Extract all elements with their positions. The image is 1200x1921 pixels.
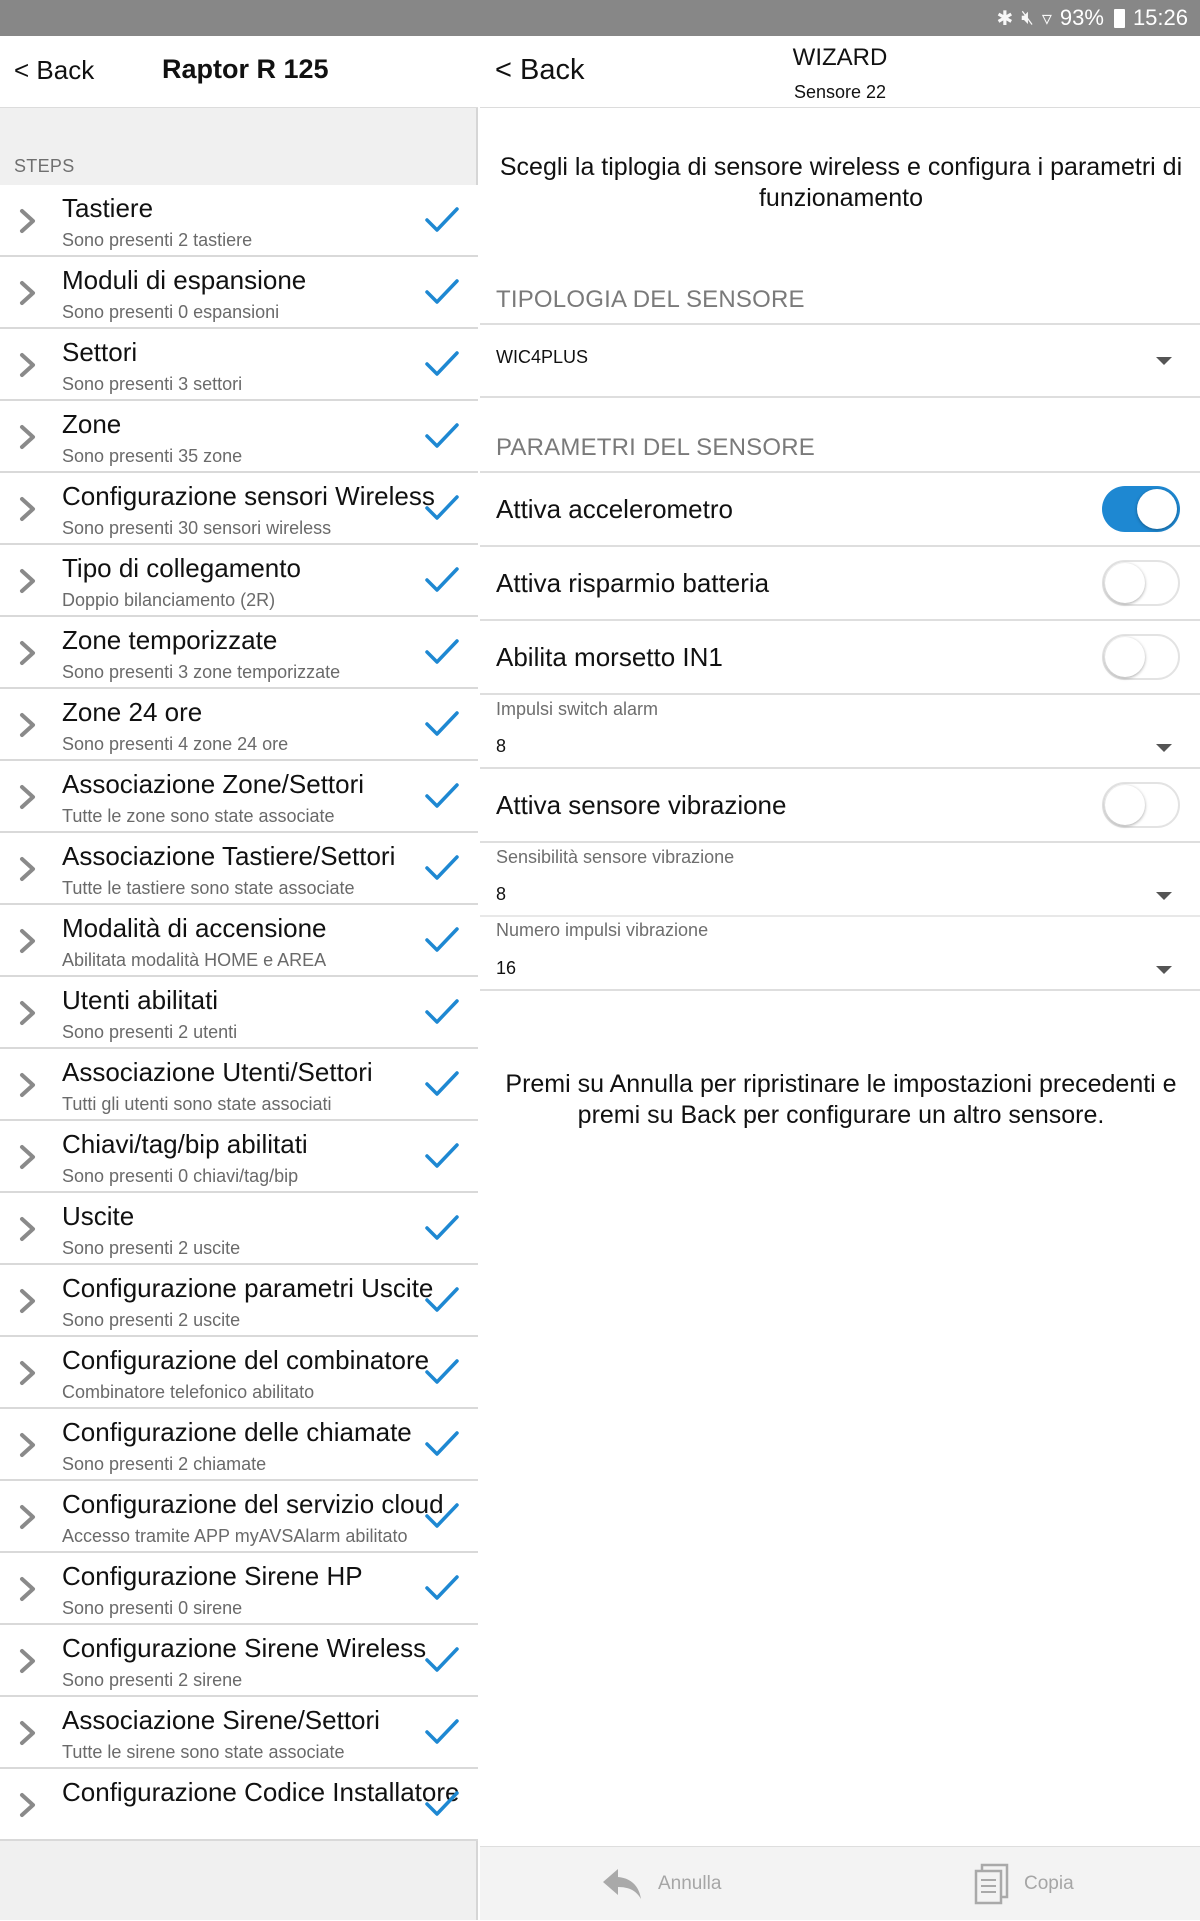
copy-label: Copia: [1024, 1873, 1074, 1894]
step-subtitle: Sono presenti 2 tastiere: [62, 230, 253, 250]
step-title: Associazione Utenti/Settori: [62, 1057, 373, 1087]
toggle-knob: [1137, 489, 1177, 529]
chevron-right-icon: [17, 1719, 39, 1747]
impulses-switch-label: Impulsi switch alarm: [496, 699, 659, 719]
copy-button[interactable]: [974, 1847, 1074, 1921]
step-title: Associazione Zone/Settori: [62, 769, 365, 799]
step-title: Associazione Tastiere/Settori: [62, 841, 396, 871]
left-back-button[interactable]: < Back: [14, 55, 95, 85]
vibration-label: Attiva sensore vibrazione: [496, 790, 787, 820]
checkmark-icon: [424, 925, 460, 955]
chevron-right-icon: [17, 495, 39, 523]
chevron-right-icon: [17, 1503, 39, 1531]
chevron-right-icon: [17, 639, 39, 667]
wizard-title: WIZARD: [792, 44, 888, 71]
chevron-right-icon: [17, 1575, 39, 1603]
vibration-row: [480, 769, 1200, 841]
chevron-right-icon: [17, 1431, 39, 1459]
step-title: Tastiere: [62, 193, 154, 223]
vibration-impulses-dropdown[interactable]: [480, 948, 1200, 988]
step-row[interactable]: [0, 1121, 478, 1193]
step-row[interactable]: [0, 1265, 478, 1337]
chevron-right-icon: [17, 1359, 39, 1387]
step-title: Modalità di accensione: [62, 913, 327, 943]
chevron-right-icon: [17, 567, 39, 595]
step-title: Tipo di collegamento: [62, 553, 301, 583]
step-title: Configurazione del servizio cloud: [62, 1489, 444, 1519]
in1-label: Abilita morsetto IN1: [496, 642, 723, 672]
step-title: Configurazione delle chiamate: [62, 1417, 412, 1447]
vibration-sensitivity-label: Sensibilità sensore vibrazione: [496, 847, 735, 867]
checkmark-icon: [424, 565, 460, 595]
checkmark-icon: [424, 1141, 460, 1171]
chevron-right-icon: [17, 1143, 39, 1171]
step-subtitle: Sono presenti 0 sirene: [62, 1598, 243, 1618]
dropdown-arrow-icon: [1156, 966, 1172, 974]
checkmark-icon: [424, 1645, 460, 1675]
battery-icon: [1114, 9, 1125, 28]
instructions-note: Premi su Annulla per ripristinare le impostazioni precedenti e premi su Back per configurare un altro sensore.: [505, 1070, 1177, 1129]
toggle-knob: [1105, 785, 1145, 825]
step-title: Configurazione sensori Wireless: [62, 481, 435, 511]
step-title: Chiavi/tag/bip abilitati: [62, 1129, 308, 1159]
step-title: Configurazione Sirene HP: [62, 1561, 363, 1591]
divider: [480, 396, 1200, 398]
step-subtitle: Sono presenti 2 chiamate: [62, 1454, 267, 1474]
impulses-switch-dropdown[interactable]: [480, 726, 1200, 766]
wifi-icon: ▿: [1041, 7, 1052, 30]
step-row[interactable]: [0, 833, 478, 905]
step-row[interactable]: [0, 1769, 478, 1841]
battery-saving-label: Attiva risparmio batteria: [496, 568, 770, 598]
checkmark-icon: [424, 1069, 460, 1099]
battery-saving-toggle[interactable]: [1102, 560, 1180, 606]
divider: [480, 693, 1200, 695]
vibration-sensitivity-dropdown[interactable]: [480, 874, 1200, 914]
step-subtitle: Sono presenti 2 sirene: [62, 1670, 243, 1690]
checkmark-icon: [424, 997, 460, 1027]
in1-row: [480, 621, 1200, 693]
right-back-button[interactable]: < Back: [495, 54, 585, 86]
step-title: Zone 24 ore: [62, 697, 203, 727]
vibration-impulses-label: Numero impulsi vibrazione: [496, 920, 709, 940]
step-subtitle: Accesso tramite APP myAVSAlarm abilitato: [62, 1526, 408, 1546]
intro-text: Scegli la tiplogia di sensore wireless e configura i parametri di funzionamento: [499, 153, 1183, 212]
sensor-type-value: WIC4PLUS: [496, 347, 589, 367]
chevron-right-icon: [17, 1215, 39, 1243]
step-title: Configurazione Sirene Wireless: [62, 1633, 427, 1663]
step-row[interactable]: [0, 1481, 478, 1553]
wizard-panel: [480, 36, 1200, 1920]
cancel-button[interactable]: [600, 1847, 721, 1921]
sensor-params-section: PARAMETRI DEL SENSORE: [496, 434, 815, 461]
checkmark-icon: [424, 493, 460, 523]
checkmark-icon: [424, 1357, 460, 1387]
right-header: [480, 36, 1200, 108]
step-row[interactable]: [0, 977, 478, 1049]
accelerometer-label: Attiva accelerometro: [496, 494, 733, 524]
step-row[interactable]: [0, 761, 478, 833]
step-subtitle: Tutti gli utenti sono state associati: [62, 1094, 332, 1114]
in1-toggle[interactable]: [1102, 634, 1180, 680]
step-row[interactable]: [0, 473, 478, 545]
chevron-right-icon: [17, 783, 39, 811]
checkmark-icon: [424, 781, 460, 811]
vibration-sensitivity-value: 8: [496, 884, 507, 904]
step-title: Moduli di espansione: [62, 265, 307, 295]
step-row[interactable]: [0, 617, 478, 689]
dropdown-arrow-icon: [1156, 357, 1172, 365]
step-row[interactable]: [0, 329, 478, 401]
chevron-right-icon: [17, 1287, 39, 1315]
step-row[interactable]: [0, 1697, 478, 1769]
step-subtitle: Tutte le zone sono state associate: [62, 806, 335, 826]
wizard-subtitle: Sensore 22: [793, 82, 887, 102]
step-subtitle: Sono presenti 2 uscite: [62, 1238, 241, 1258]
accelerometer-toggle[interactable]: [1102, 486, 1180, 532]
bottom-toolbar: [480, 1846, 1200, 1920]
bluetooth-icon: ✱: [996, 7, 1014, 30]
step-row[interactable]: [0, 1049, 478, 1121]
checkmark-icon: [424, 709, 460, 739]
step-subtitle: Sono presenti 2 uscite: [62, 1310, 241, 1330]
divider: [480, 915, 1200, 917]
cancel-label: Annulla: [658, 1873, 722, 1894]
step-row[interactable]: [0, 1193, 478, 1265]
divider: [480, 841, 1200, 843]
step-title: Zone: [62, 409, 122, 439]
step-title: Uscite: [62, 1201, 135, 1231]
chevron-right-icon: [17, 351, 39, 379]
checkmark-icon: [424, 1285, 460, 1315]
accelerometer-row: [480, 473, 1200, 545]
steps-panel: [0, 36, 478, 1920]
chevron-right-icon: [17, 1071, 39, 1099]
checkmark-icon: [424, 421, 460, 451]
step-subtitle: Sono presenti 30 sensori wireless: [62, 518, 332, 538]
battery-saving-row: [480, 547, 1200, 619]
undo-arrow-icon: [600, 1865, 644, 1903]
step-row[interactable]: [0, 545, 478, 617]
checkmark-icon: [424, 205, 460, 235]
chevron-right-icon: [17, 999, 39, 1027]
checkmark-icon: [424, 277, 460, 307]
divider: [480, 989, 1200, 991]
step-subtitle: Combinatore telefonico abilitato: [62, 1382, 315, 1402]
step-title: Utenti abilitati: [62, 985, 219, 1015]
impulses-switch-value: 8: [496, 736, 507, 756]
step-subtitle: Tutte le tastiere sono state associate: [62, 878, 355, 898]
checkmark-icon: [424, 349, 460, 379]
step-subtitle: Sono presenti 3 settori: [62, 374, 243, 394]
checkmark-icon: [424, 637, 460, 667]
step-row[interactable]: [0, 1337, 478, 1409]
step-subtitle: Sono presenti 2 utenti: [62, 1022, 238, 1042]
step-subtitle: Sono presenti 0 espansioni: [62, 302, 280, 322]
step-row[interactable]: [0, 1625, 478, 1697]
status-bar: [0, 0, 1200, 36]
step-subtitle: Sono presenti 35 zone: [62, 446, 243, 466]
step-row[interactable]: [0, 257, 478, 329]
mute-icon: 🔇︎: [1021, 6, 1034, 29]
checkmark-icon: [424, 1429, 460, 1459]
step-subtitle: Sono presenti 3 zone temporizzate: [62, 662, 341, 682]
vibration-toggle[interactable]: [1102, 782, 1180, 828]
toggle-knob: [1105, 563, 1145, 603]
step-row[interactable]: [0, 689, 478, 761]
step-subtitle: Sono presenti 4 zone 24 ore: [62, 734, 289, 754]
step-row[interactable]: [0, 401, 478, 473]
step-subtitle: Abilitata modalità HOME e AREA: [62, 950, 327, 970]
step-subtitle: Doppio bilanciamento (2R): [62, 590, 276, 610]
step-title: Associazione Sirene/Settori: [62, 1705, 380, 1735]
chevron-right-icon: [17, 207, 39, 235]
checkmark-icon: [424, 1501, 460, 1531]
step-subtitle: Tutte le sirene sono state associate: [62, 1742, 345, 1762]
chevron-right-icon: [17, 1647, 39, 1675]
device-title: Raptor R 125: [162, 54, 329, 84]
checkmark-icon: [424, 1717, 460, 1747]
toggle-knob: [1105, 637, 1145, 677]
checkmark-icon: [424, 1789, 460, 1819]
step-title: Configurazione parametri Uscite: [62, 1273, 434, 1303]
vibration-impulses-value: 16: [496, 958, 517, 978]
checkmark-icon: [424, 1573, 460, 1603]
checkmark-icon: [424, 853, 460, 883]
step-title: Configurazione del combinatore: [62, 1345, 430, 1375]
chevron-right-icon: [17, 711, 39, 739]
step-title: Configurazione Codice Installatore: [62, 1777, 460, 1807]
step-row[interactable]: [0, 1409, 478, 1481]
steps-list: [0, 185, 478, 1841]
step-row[interactable]: [0, 905, 478, 977]
sensor-type-section: TIPOLOGIA DEL SENSORE: [496, 286, 805, 313]
chevron-right-icon: [17, 279, 39, 307]
checkmark-icon: [424, 1213, 460, 1243]
chevron-right-icon: [17, 423, 39, 451]
step-row[interactable]: [0, 1553, 478, 1625]
chevron-right-icon: [17, 927, 39, 955]
step-title: Zone temporizzate: [62, 625, 278, 655]
dropdown-arrow-icon: [1156, 744, 1172, 752]
chevron-right-icon: [17, 1791, 39, 1819]
step-row[interactable]: [0, 185, 478, 257]
step-subtitle: Sono presenti 0 chiavi/tag/bip: [62, 1166, 299, 1186]
sensor-type-dropdown[interactable]: [480, 325, 1200, 396]
left-header: [0, 36, 478, 108]
step-title: Settori: [62, 337, 138, 367]
steps-section-label: STEPS: [14, 156, 75, 176]
chevron-right-icon: [17, 855, 39, 883]
battery-percent: 93%: [1059, 5, 1104, 30]
dropdown-arrow-icon: [1156, 892, 1172, 900]
copy-document-icon: [974, 1863, 1010, 1905]
clock: 15:26: [1132, 5, 1188, 30]
